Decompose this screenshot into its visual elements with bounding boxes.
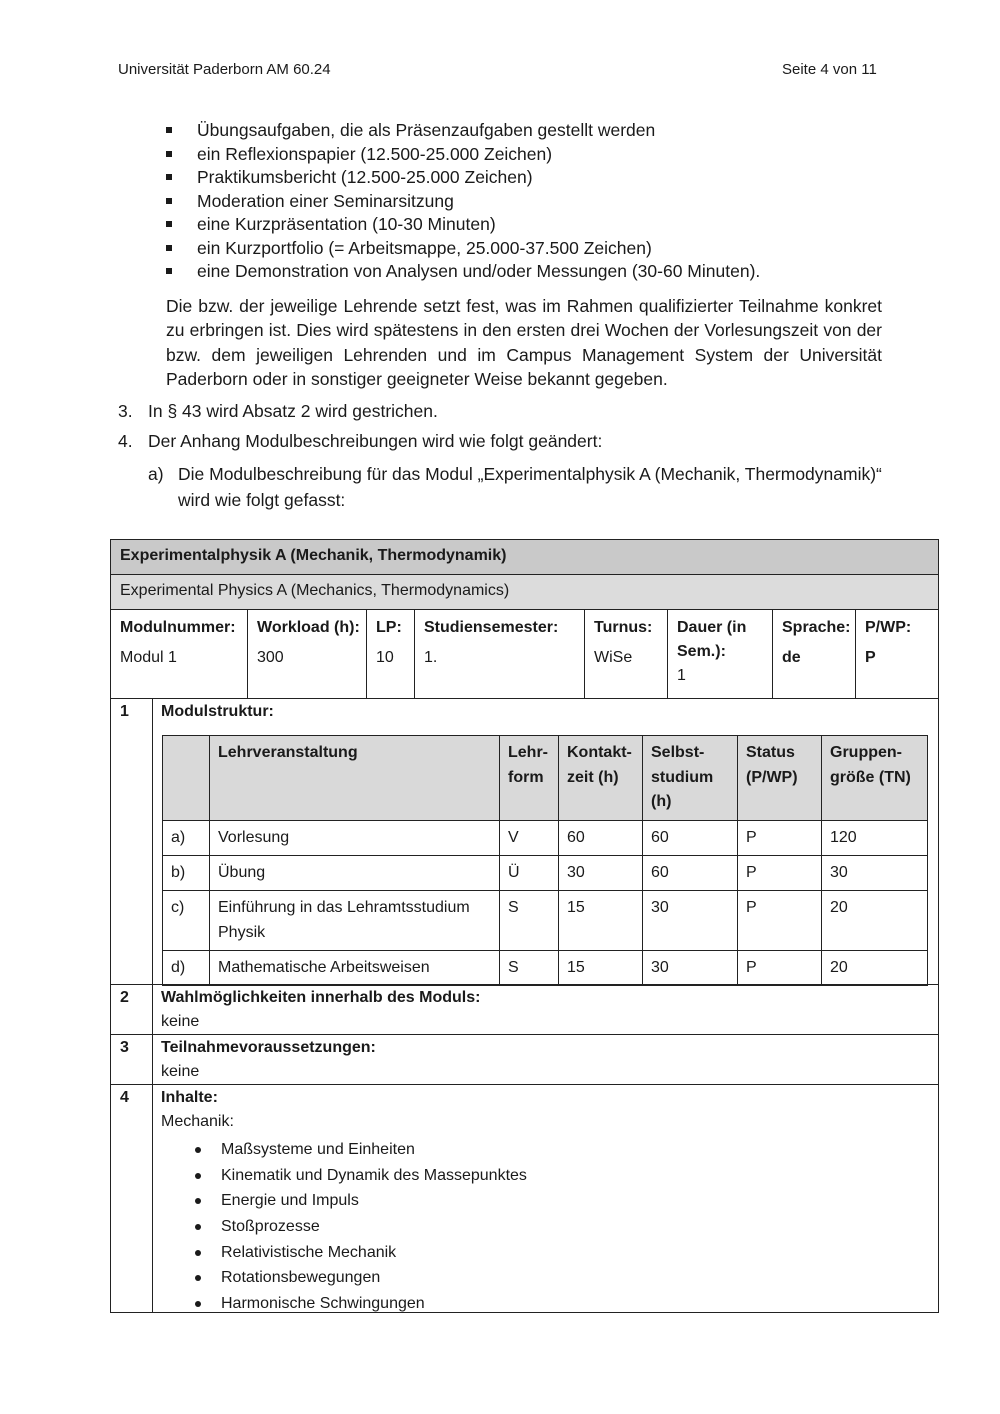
info-workload: Workload (h): 300 bbox=[248, 610, 367, 698]
list-item: Stoßprozesse bbox=[161, 1214, 527, 1240]
table-row: a) Vorlesung V 60 60 P 120 bbox=[163, 821, 928, 856]
list-item: ein Reflexionspapier (12.500-25.000 Zeichen) bbox=[166, 143, 760, 167]
info-dauer: Dauer (in Sem.): 1 bbox=[668, 610, 773, 698]
column-header: Gruppen-größe (TN) bbox=[822, 736, 928, 821]
info-pwp: P/WP: P bbox=[865, 619, 912, 666]
list-item: ein Kurzportfolio (= Arbeitsmappe, 25.000-37.500 Zeichen) bbox=[166, 237, 760, 261]
list-item: Relativistische Mechanik bbox=[161, 1240, 527, 1266]
column-header: Lehrveranstaltung bbox=[210, 736, 500, 821]
list-item: Kinematik und Dynamik des Massepunktes bbox=[161, 1163, 527, 1189]
list-item: Rotationsbewegungen bbox=[161, 1265, 527, 1291]
info-sprache: Sprache: de bbox=[773, 610, 856, 698]
square-bullet-icon bbox=[166, 268, 172, 274]
bullet-icon bbox=[195, 1250, 201, 1256]
list-item: eine Demonstration von Analysen und/oder Messungen (30-60 Minuten). bbox=[166, 260, 760, 284]
content-list bbox=[161, 1137, 527, 1317]
list-item: Moderation einer Seminarsitzung bbox=[166, 190, 760, 214]
column-header: Kontakt-zeit (h) bbox=[559, 736, 643, 821]
column-header: Selbst-studium (h) bbox=[643, 736, 738, 821]
section-modulstruktur: 1 Modulstruktur: bbox=[111, 699, 938, 985]
bullet-icon bbox=[195, 1147, 201, 1153]
list-item: Praktikumsbericht (12.500-25.000 Zeichen) bbox=[166, 166, 760, 190]
square-bullet-icon bbox=[166, 174, 172, 180]
body-paragraph: Die bzw. der jeweilige Lehrende setzt fest, was im Rahmen qualifizierter Teilnahme konkret zu erbringen ist. Dies wird spätestens in den ersten drei Wochen der Vorlesungszeit von der bzw. dem jeweiligen Lehrenden und im Campus Management System der Universität Paderborn oder in sonstiger geeigneter Weise bekannt gegeben. bbox=[166, 296, 882, 390]
info-studiensemester: Studiensemester: 1. bbox=[415, 610, 585, 698]
bullet-icon bbox=[195, 1173, 201, 1179]
column-header: Status (P/WP) bbox=[738, 736, 822, 821]
module-info-row bbox=[111, 610, 938, 699]
square-bullet-icon bbox=[166, 245, 172, 251]
course-structure-table bbox=[162, 735, 928, 986]
section-teilnahmevoraussetzungen: 3 Teilnahmevoraussetzungen: keine bbox=[111, 1035, 938, 1085]
list-item: Maßsysteme und Einheiten bbox=[161, 1137, 527, 1163]
list-item: Energie und Impuls bbox=[161, 1188, 527, 1214]
bullet-icon bbox=[195, 1198, 201, 1204]
list-item: eine Kurzpräsentation (10-30 Minuten) bbox=[166, 213, 760, 237]
column-header: Lehr-form bbox=[500, 736, 559, 821]
square-bullet-icon bbox=[166, 198, 172, 204]
list-item: Übungsaufgaben, die als Präsenzaufgaben gestellt werden bbox=[166, 119, 760, 143]
info-modulnummer: Modulnummer: Modul 1 bbox=[111, 610, 248, 698]
bullet-icon bbox=[195, 1224, 201, 1230]
square-bullet-icon bbox=[166, 221, 172, 227]
header-document-id: Universität Paderborn AM 60.24 bbox=[118, 61, 331, 78]
info-lp: LP: 10 bbox=[367, 610, 415, 698]
table-row: b) Übung Ü 30 60 P 30 bbox=[163, 856, 928, 891]
section-wahlmoeglichkeiten: 2 Wahlmöglichkeiten innerhalb des Moduls: keine bbox=[111, 985, 938, 1035]
table-row: c) Einführung in das Lehramtsstudium Physik S 15 30 P 20 bbox=[163, 891, 928, 951]
table-header-row bbox=[163, 736, 928, 821]
requirement-list bbox=[166, 119, 760, 284]
table-row: d) Mathematische Arbeitsweisen S 15 30 P 20 bbox=[163, 951, 928, 986]
bullet-icon bbox=[195, 1275, 201, 1281]
header-page-number: Seite 4 von 11 bbox=[782, 61, 877, 78]
info-turnus: Turnus: WiSe bbox=[585, 610, 668, 698]
section-inhalte: 4 Inhalte: Mechanik: Maßsysteme und Einheiten Kinematik und Dynamik des Massepunktes Energie und Impuls Stoßprozesse Relativistische Mechanik Rotationsbewegungen Harmonische Schwingungen bbox=[111, 1085, 938, 1313]
module-description-table bbox=[110, 539, 939, 1313]
square-bullet-icon bbox=[166, 151, 172, 157]
module-title: Experimentalphysik A (Mechanik, Thermodynamik) bbox=[111, 540, 938, 575]
bullet-icon bbox=[195, 1301, 201, 1307]
square-bullet-icon bbox=[166, 127, 172, 133]
list-item: Harmonische Schwingungen bbox=[161, 1291, 527, 1317]
module-subtitle: Experimental Physics A (Mechanics, Thermodynamics) bbox=[111, 575, 938, 610]
